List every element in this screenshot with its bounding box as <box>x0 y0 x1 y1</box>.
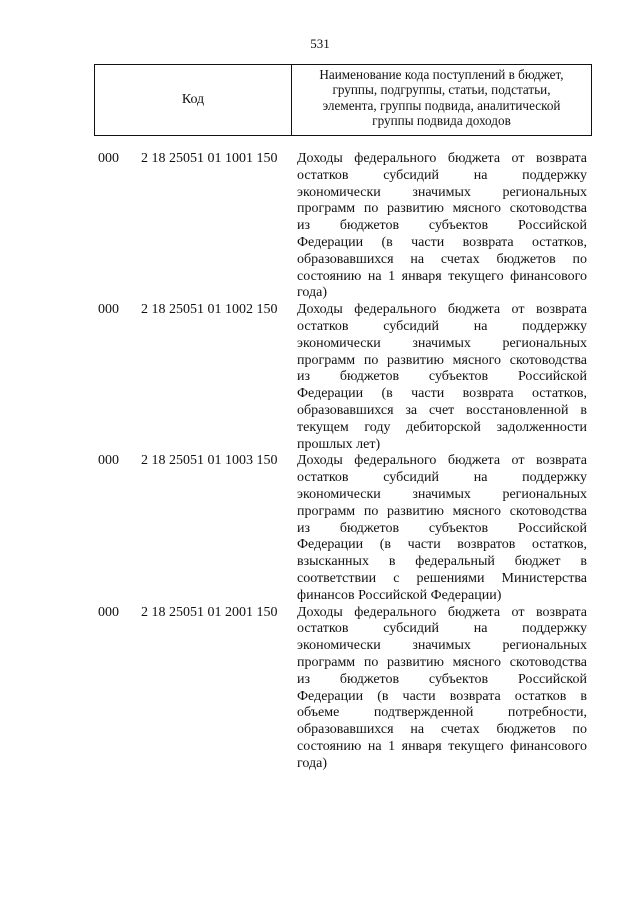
description-line: остатков субсидий на поддержку <box>297 470 587 486</box>
description-line: Доходы федерального бюджета от возврата <box>297 151 587 166</box>
description-line: программ по развитию мясного скотоводства <box>297 503 587 519</box>
table-header <box>94 64 592 136</box>
description-line: остатков субсидий на поддержку <box>297 318 587 334</box>
revenue-code: 2 18 25051 01 1001 150 <box>141 151 278 166</box>
description-line: года) <box>297 285 327 301</box>
description-line: из бюджетов субъектов Российской <box>297 671 587 687</box>
description-line: Федерации (в части возврата остатков в <box>297 688 587 704</box>
table-row <box>0 151 640 302</box>
description-line: из бюджетов субъектов Российской <box>297 218 587 234</box>
description-line: Доходы федерального бюджета от возврата <box>297 604 587 620</box>
description-line: прошлых лет) <box>297 436 381 452</box>
description-line: образовавшихся за счет восстановленной в <box>297 402 587 418</box>
description-line: из бюджетов субъектов Российской <box>297 369 587 385</box>
description-line: экономически значимых региональных <box>297 335 587 351</box>
description-line: из бюджетов субъектов Российской <box>297 520 587 536</box>
description-line: соответствии с решениями Министерства <box>297 570 587 586</box>
description-line: Федерации (в части возвратов остатков, <box>297 537 587 553</box>
description-line: экономически значимых региональных <box>297 638 587 654</box>
description-line: текущем году дебиторской задолженности <box>297 419 587 435</box>
administrator-code: 000 <box>98 453 119 469</box>
description-line: образовавшихся на счетах бюджетов по <box>297 251 587 267</box>
header-code-column: Код <box>95 65 292 135</box>
description-line: Доходы федерального бюджета от возврата <box>297 453 587 469</box>
header-name-line: Наименование кода поступлений в бюджет, <box>319 67 564 82</box>
table-row <box>0 453 640 604</box>
header-name-line: элемента, группы подвида, аналитической <box>322 97 561 113</box>
description-line: Федерации (в части возврата остатков, <box>297 234 587 250</box>
table-row <box>0 302 640 453</box>
description-line: Федерации (в части возврата остатков, <box>297 386 587 402</box>
description-line: финансов Российской Федерации) <box>297 587 502 603</box>
entries-list <box>0 151 640 772</box>
administrator-code: 000 <box>98 302 119 318</box>
description-line: Доходы федерального бюджета от возврата <box>297 302 587 318</box>
header-name-line: группы, подгруппы, статьи, подстатьи, <box>332 82 551 98</box>
administrator-code: 000 <box>98 151 119 166</box>
description-line: программ по развитию мясного скотоводства <box>297 352 587 368</box>
administrator-code: 000 <box>98 604 119 620</box>
revenue-code: 2 18 25051 01 1002 150 <box>141 302 278 318</box>
revenue-description <box>297 302 587 453</box>
description-line: объеме подтвержденной потребности, <box>297 705 587 721</box>
description-line: состоянию на 1 января текущего финансового <box>297 738 587 754</box>
page-number: 531 <box>310 36 330 51</box>
header-name-line: группы подвида доходов <box>372 113 511 129</box>
revenue-description <box>297 151 587 302</box>
description-line: образовавшихся на счетах бюджетов по <box>297 722 587 738</box>
table-row <box>0 605 640 773</box>
description-line: взысканных в федеральный бюджет в <box>297 554 587 570</box>
description-line: состоянию на 1 января текущего финансового <box>297 268 587 284</box>
description-line: программ по развитию мясного скотоводства <box>297 654 587 670</box>
revenue-code: 2 18 25051 01 1003 150 <box>141 453 278 469</box>
description-line: экономически значимых региональных <box>297 184 587 200</box>
description-line: остатков субсидий на поддержку <box>297 167 587 183</box>
description-line: программ по развитию мясного скотоводства <box>297 201 587 217</box>
description-line: экономически значимых региональных <box>297 486 587 502</box>
description-line: остатков субсидий на поддержку <box>297 621 587 637</box>
revenue-description <box>297 605 587 773</box>
revenue-description <box>297 453 587 604</box>
header-name-column <box>292 65 591 135</box>
description-line: года) <box>297 755 327 771</box>
revenue-code: 2 18 25051 01 2001 150 <box>141 604 278 620</box>
